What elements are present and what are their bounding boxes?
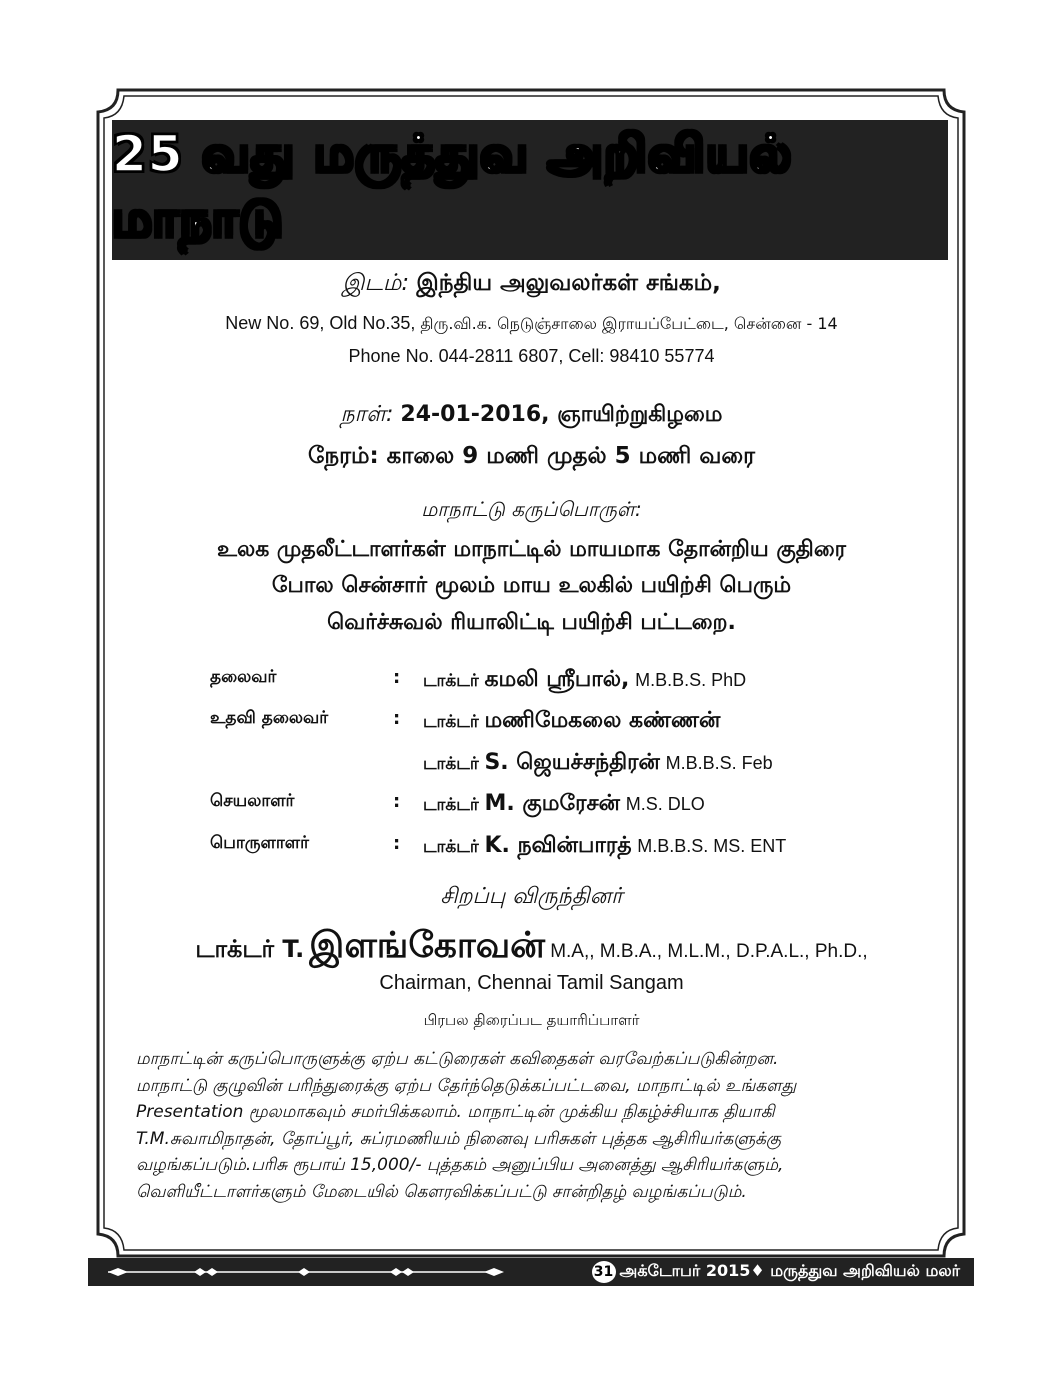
doctor-prefix: டாக்டர் [423,712,479,732]
paragraph-line: வெளியீட்டாளர்களும் மேடையில் கௌரவிக்கப்பட்டு சான்றிதழ் வழங்கப்படும். [136,1181,747,1202]
role-colon: : [393,667,401,688]
chief-guest-line [0,925,1063,971]
paragraph-line: மாநாட்டின் கருப்பொருளுக்கு ஏற்ப கட்டுரைகள் கவிதைகள் வரவேற்கப்படுகின்றன. [136,1049,779,1069]
chief-guest-label: சிறப்பு விருந்தினர் [440,884,623,909]
address-en: New No. 69, Old No.35, [225,313,416,333]
role-person [423,708,720,736]
conference-title: 25 வது மருத்துவ அறிவியல் மாநாடு [112,125,793,248]
guest-qualification: M.A,, M.B.A., M.L.M., D.P.A.L., Ph.D., [550,941,868,962]
person-qualification: M.B.B.S. PhD [635,670,747,690]
role-person [423,833,786,861]
role-title: உதவி தலைவர் [210,708,329,728]
guest-name: இளங்கோவன் [309,925,546,966]
guest-doctor-prefix: டாக்டர் T. [195,935,305,963]
paragraph-line: மாநாட்டு குழுவின் பரிந்துரைக்கு ஏற்ப தேர்ந்தெடுக்கப்பட்டவை, மாநாட்டில் உங்களது [136,1075,797,1096]
doctor-prefix: டாக்டர் [423,754,479,774]
doctor-prefix: டாக்டர் [423,837,479,857]
paragraph-line: Presentation மூலமாகவும் சமர்பிக்கலாம். மாநாட்டின் முக்கிய நிகழ்ச்சியாக தியாகி [136,1102,775,1122]
role-person [423,750,773,778]
time-line: நேரம்: காலை 9 மணி முதல் 5 மணி வரை [307,443,756,469]
guest-role: பிரபல திரைப்பட தயாரிப்பாளர் [423,1011,640,1029]
theme-line-2: போல சென்சார் மூலம் மாய உலகில் பயிற்சி பெரும் [271,573,792,598]
doctor-prefix: டாக்டர் [423,671,479,691]
theme-line-1: உலக முதலீட்டாளர்கள் மாநாட்டில் மாயமாக தோன்றிய குதிரை [216,537,847,562]
role-title: செயலாளர் [210,791,295,811]
page-number: 31 [592,1261,616,1283]
venue-line [0,270,1063,299]
person-name: K. நவின்பாரத் [484,833,632,858]
person-qualification: M.B.B.S. Feb [665,753,773,773]
role-colon: : [393,708,401,729]
role-colon: : [393,791,401,812]
role-person [423,667,746,695]
footer-bar [88,1258,974,1286]
theme-line-3: வெர்ச்சுவல் ரியாலிட்டி பயிற்சி பட்டறை. [327,610,736,635]
address-ta: திரு.வி.க. நெடுஞ்சாலை இராயப்பேட்டை, சென்னை - 14 [420,314,838,333]
role-title: தலைவர் [210,667,277,687]
role-title: பொருளாளர் [210,833,309,853]
info-paragraph [136,1046,928,1205]
address-line [0,313,1063,335]
role-colon: : [393,833,401,854]
title-banner [112,120,948,260]
paragraph-line: வழங்கப்படும்.பரிசு ரூபாய் 15,000/- புத்தகம் அனுப்பிய அனைத்து ஆசிரியர்களும், [136,1155,784,1175]
phone-line: Phone No. 044-2811 6807, Cell: 98410 55774 [348,346,715,366]
venue-label: இடம்: [342,270,410,296]
date-value: 24-01-2016, ஞாயிற்றுகிழமை [400,402,723,427]
footer-text [592,1261,960,1283]
person-qualification: M.S. DLO [625,794,705,814]
person-name: S. ஜெயச்சந்திரன் [484,750,660,775]
role-person [423,791,705,819]
theme-label: மாநாட்டு கருப்பொருள்: [421,497,642,521]
date-line [0,402,1063,430]
doctor-prefix: டாக்டர் [423,795,479,815]
footer-issue: அக்டோபர் 2015♦ மருத்துவ அறிவியல் மலர் [619,1261,960,1280]
paragraph-line: T.M.சுவாமிநாதன், தோப்பூர், சுப்ரமணியம் நினைவு பரிசுகள் புத்தக ஆசிரியர்களுக்கு [136,1128,782,1149]
guest-chairman: Chairman, Chennai Tamil Sangam [379,972,684,994]
person-qualification: M.B.B.S. MS. ENT [637,836,787,856]
person-name: கமலி ஸ்ரீபால், [484,667,630,692]
ornament-line-icon [100,1258,520,1286]
venue-name: இந்திய அலுவலர்கள் சங்கம், [416,270,721,296]
person-name: M. குமரேசன் [484,791,620,816]
person-name: மணிமேகலை கண்ணன் [484,708,721,733]
date-label: நாள்: [340,402,394,427]
